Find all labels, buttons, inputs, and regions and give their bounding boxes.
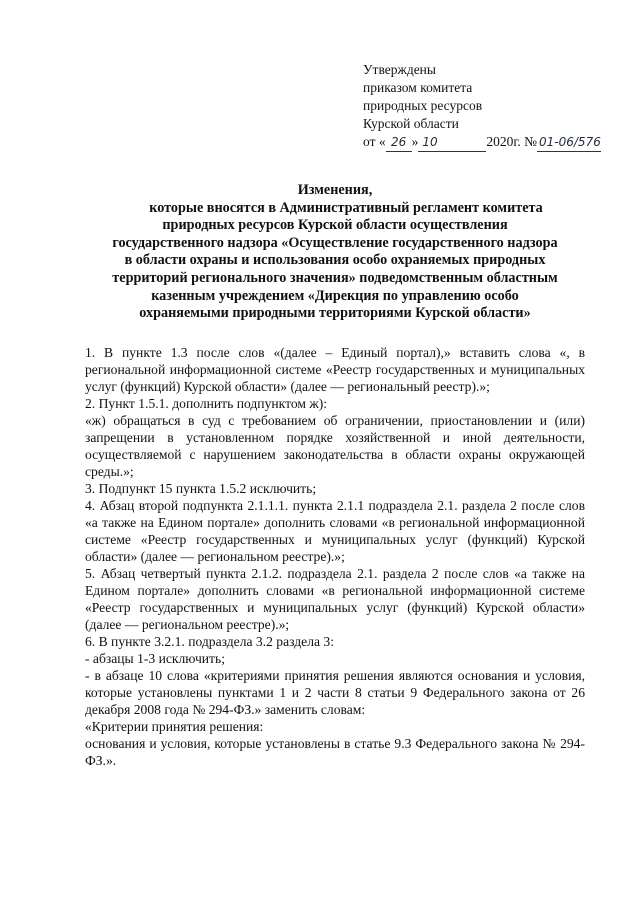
title-line: государственного надзора «Осуществление государственного надзора (112, 234, 558, 251)
amendment-item-6-quote: «Критерии принятия решения: (85, 719, 264, 734)
amendment-item-6: 6. В пункте 3.2.1. подраздела 3.2 раздела 3: (85, 634, 334, 649)
title-line: природных ресурсов Курской области осуществления (162, 217, 508, 234)
amendment-item-6-sub-b: - в абзаце 10 слова «критериями принятия решения являются основания и условия, которые установлены пунктами 1 и 2 части 8 статьи 9 Федерального закона от 26 декабря 2008 года № 294-ФЗ.» заменить словам: (85, 668, 585, 717)
date-prefix: от « (363, 134, 386, 149)
date-mid: » (411, 134, 419, 149)
doc-number-handwritten: 01-06/576 (537, 133, 601, 152)
amendment-item-6-quote-text: основания и условия, которые установлены в статье 9.3 Федерального закона № 294-ФЗ.». (85, 736, 585, 768)
amendment-item-3: 3. Подпункт 15 пункта 1.5.2 исключить; (85, 481, 317, 496)
amendment-item-1: 1. В пункте 1.3 после слов «(далее – Единый портал),» вставить слова «, в региональной информационной системе «Реестр государственных и муниципальных услуг (функций) Курской области» (далее — региональный реестр).»; (85, 345, 585, 394)
approval-line: Утверждены (363, 62, 436, 77)
amendments-list (85, 344, 585, 769)
document-title (100, 182, 570, 323)
date-year: 2020г. № (486, 134, 538, 149)
title-line: которые вносятся в Административный регламент комитета (149, 199, 543, 216)
amendment-item-6-sub-a: - абзацы 1-3 исключить; (85, 651, 225, 666)
approval-date-line (363, 133, 601, 152)
approval-line: Курской области (363, 116, 459, 131)
title-line: территорий регионального значения» подведомственным областным (112, 269, 558, 286)
date-day-handwritten: 26 (386, 133, 412, 152)
amendment-item-2-text: «ж) обращаться в суд с требованием об ограничении, приостановлении и (или) запрещении в установленном порядке хозяйственной и иной деятельности, осуществляемой с нарушением законодательства в области охраны окружающей среды.»; (85, 413, 585, 479)
amendment-item-2: 2. Пункт 1.5.1. дополнить подпунктом ж): (85, 396, 328, 411)
amendment-item-5: 5. Абзац четвертый пункта 2.1.2. подраздела 2.1. раздела 2 после слов «а также на Едином портале» дополнить словами «в региональной информационной системе «Реестр государственных и муниципальных услуг (функций) Курской области» (далее — региональном реестре).»; (85, 566, 585, 632)
approval-line: природных ресурсов (363, 98, 483, 113)
amendment-item-4: 4. Абзац второй подпункта 2.1.1.1. пункта 2.1.1 подраздела 2.1. раздела 2 после слов «а также на Едином портале» дополнить словами «в региональной информационной системе «Реестр государственных и муниципальных услуг (функций) Курской области» (далее — региональном реестре).»; (85, 498, 585, 564)
date-month-handwritten: 10 (418, 133, 486, 152)
title-line: казенным учреждением «Дирекция по управлению особо (151, 287, 519, 304)
title-heading: Изменения, (297, 182, 373, 198)
title-line: охраняемыми природными территориями Курской области» (139, 305, 531, 322)
title-line: в области охраны и использования особо охраняемых природных (124, 252, 546, 269)
approval-block (363, 61, 601, 152)
approval-line: приказом комитета (363, 80, 473, 95)
